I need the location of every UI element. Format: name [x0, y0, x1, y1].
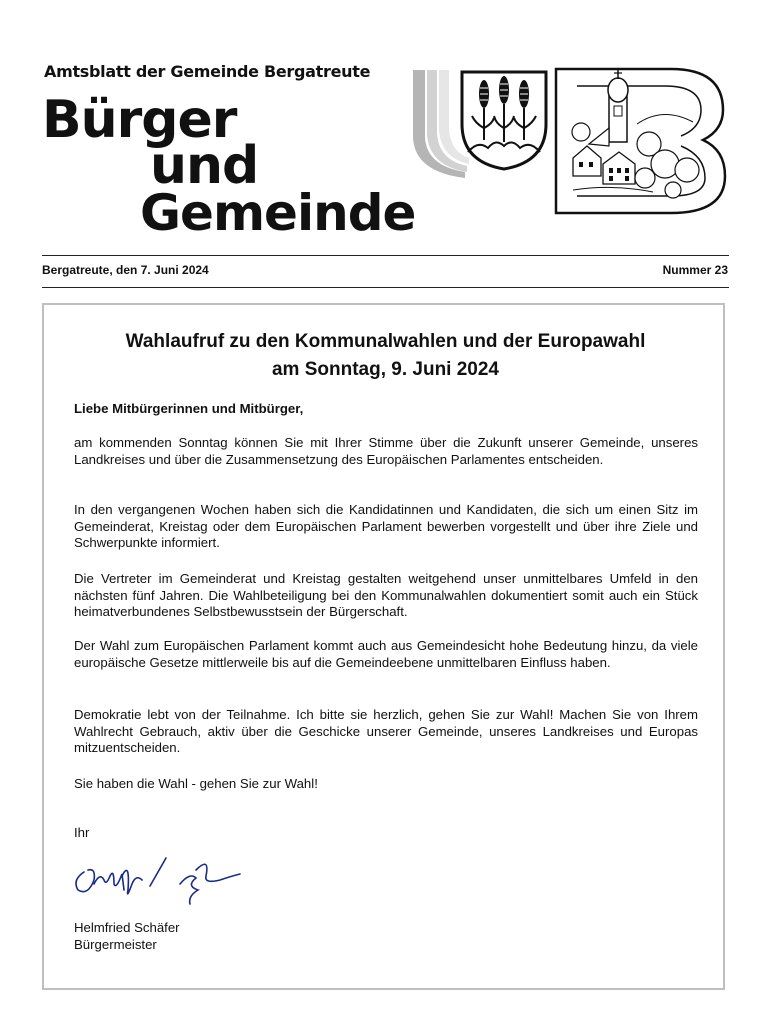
signer-role: Bürgermeister — [74, 937, 157, 952]
paragraph-6: Sie haben die Wahl - gehen Sie zur Wahl! — [74, 776, 318, 791]
masthead-title-line2: und — [150, 136, 259, 196]
masthead-subtitle: Amtsblatt der Gemeinde Bergatreute — [44, 62, 371, 81]
paragraph-4: Der Wahl zum Europäischen Parlament kommt auch aus Gemeindesicht hohe Bedeutung hinzu, da viele europäische Gesetze mittlerweile bis auf die Gemeindeebene unmittelbaren Einfluss haben. — [74, 638, 698, 670]
issue-dateline: Bergatreute, den 7. Juni 2024 — [42, 263, 209, 277]
closing: Ihr — [74, 825, 90, 840]
paragraph-3: Die Vertreter im Gemeinderat und Kreistag gestalten weitgehend unser unmittelbares Umfeld in den nächsten fünf Jahren. Die Wahlbeteiligung bei den Kommunalwahlen dokumentiert somit auch ein Stück heimatverbundenes Selbstbewusstsein der Bürgerschaft. — [74, 571, 698, 620]
headline-line2: am Sonntag, 9. Juni 2024 — [271, 359, 500, 380]
paragraph-2: In den vergangenen Wochen haben sich die Kandidatinnen und Kandidaten, die sich um einen Sitz im Gemeinderat, Kreistag oder dem Europäischen Parlament bewerben vorgestellt und über ihre Ziele und Schwerpunkte informiert. — [74, 502, 698, 551]
headline-line1: Wahlaufruf zu den Kommunalwahlen und der Europawahl — [125, 331, 646, 352]
paragraph-5: Demokratie lebt von der Teilnahme. Ich bitte sie herzlich, gehen Sie zur Wahl! Machen Sie von Ihrem Wahlrecht Gebrauch, aktiv über die Geschicke unserer Gemeinde, unseres Landkreises und Europas mitzuentscheiden. — [74, 707, 698, 756]
masthead-title-line3: Gemeinde — [140, 184, 416, 242]
town-logo-icon — [553, 66, 729, 216]
article-headline — [42, 328, 729, 384]
top-rule — [42, 255, 729, 256]
paragraph-1: am kommenden Sonntag können Sie mit Ihrer Stimme über die Zukunft unserer Gemeinde, unseres Landkreises und über die Zusammensetzung des Europäischen Parlamentes entscheiden. — [74, 435, 698, 467]
salutation: Liebe Mitbürgerinnen und Mitbürger, — [74, 401, 304, 416]
handwritten-signature — [70, 850, 250, 910]
signer-name: Helmfried Schäfer — [74, 920, 180, 935]
bottom-rule — [42, 287, 729, 288]
masthead-title-line1: Bürger — [42, 90, 237, 150]
issue-number: Nummer 23 — [662, 263, 728, 277]
coat-of-arms-icon — [458, 68, 550, 172]
